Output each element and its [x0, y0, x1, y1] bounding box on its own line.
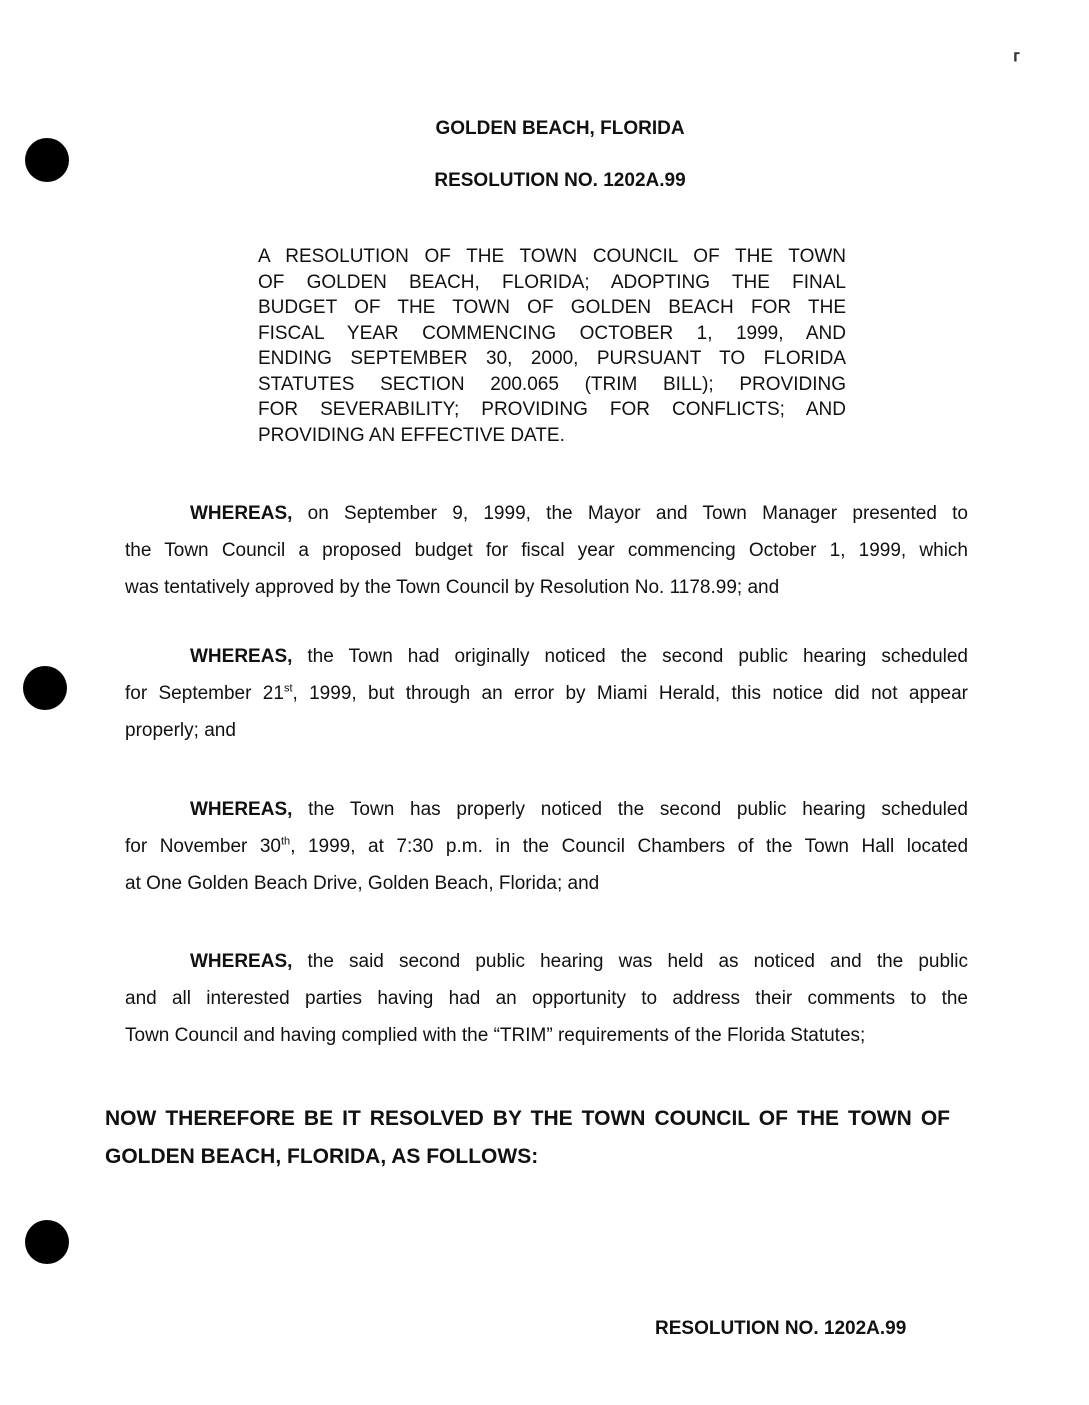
town-heading: GOLDEN BEACH, FLORIDA	[435, 118, 685, 139]
text-segment: the Town has properly noticed the second public hearing scheduled	[292, 799, 968, 820]
resolved-clause	[105, 1100, 950, 1176]
text-line	[125, 1017, 968, 1054]
whereas-lead: WHEREAS,	[190, 799, 293, 820]
ordinal-suffix: st	[283, 682, 293, 695]
text-line	[125, 569, 968, 606]
text-line: BUDGET OF THE TOWN OF GOLDEN BEACH FOR THE	[258, 297, 846, 318]
footer-resolution-number: RESOLUTION NO. 1202A.99	[655, 1318, 907, 1339]
text-line	[125, 865, 968, 902]
punch-hole	[23, 666, 67, 710]
text-segment: , 1999, but through an error by Miami Herald, this notice did not appear	[292, 683, 968, 704]
whereas-paragraph-3	[125, 791, 968, 902]
text-line: OF GOLDEN BEACH, FLORIDA; ADOPTING THE FINAL	[258, 271, 846, 293]
text-line	[125, 495, 968, 532]
text-line: NOW THEREFORE BE IT RESOLVED BY THE TOWN COUNCIL OF THE TOWN OF	[105, 1107, 950, 1130]
text-segment: the Town had originally noticed the second public hearing scheduled	[292, 646, 968, 667]
text-line	[125, 638, 968, 675]
text-line: STATUTES SECTION 200.065 (TRIM BILL); PROVIDING	[258, 373, 846, 395]
text-segment: was tentatively approved by the Town Council by Resolution No. 1178.99; and	[125, 577, 780, 598]
resolution-heading: RESOLUTION NO. 1202A.99	[434, 170, 686, 191]
text-segment: and all interested parties having had an opportunity to address their comments to the	[125, 988, 968, 1009]
text-segment: the said second public hearing was held as noticed and the public	[292, 951, 968, 972]
text-segment: , 1999, at 7:30 p.m. in the Council Chambers of the Town Hall located	[290, 836, 969, 857]
text-line	[125, 980, 968, 1017]
whereas-lead: WHEREAS,	[190, 646, 293, 667]
whereas-paragraph-4	[125, 943, 968, 1054]
text-line: FISCAL YEAR COMMENCING OCTOBER 1, 1999, AND	[258, 322, 846, 344]
text-line: PROVIDING AN EFFECTIVE DATE.	[258, 424, 565, 446]
text-segment: for September 21	[125, 683, 284, 704]
text-line: ENDING SEPTEMBER 30, 2000, PURSUANT TO FLORIDA	[258, 348, 846, 369]
text-segment: the Town Council a proposed budget for fiscal year commencing October 1, 1999, which	[125, 540, 968, 561]
text-segment: on September 9, 1999, the Mayor and Town Manager presented to	[292, 503, 968, 524]
ordinal-suffix: th	[281, 835, 291, 848]
text-segment: Town Council and having complied with the “TRIM” requirements of the Florida Statutes;	[125, 1025, 866, 1046]
text-segment: at One Golden Beach Drive, Golden Beach, Florida; and	[125, 873, 600, 894]
whereas-lead: WHEREAS,	[190, 951, 293, 972]
resolution-summary	[258, 244, 846, 448]
text-line: GOLDEN BEACH, FLORIDA, AS FOLLOWS:	[105, 1145, 539, 1168]
text-line	[125, 532, 968, 569]
whereas-paragraph-1	[125, 495, 968, 606]
text-line	[125, 712, 968, 749]
text-line: A RESOLUTION OF THE TOWN COUNCIL OF THE TOWN	[258, 246, 846, 267]
text-segment: for November 30	[125, 836, 281, 857]
scan-mark: ⸢	[1012, 48, 1023, 78]
text-line	[125, 828, 968, 865]
text-line	[125, 675, 968, 712]
whereas-paragraph-2	[125, 638, 968, 749]
text-line	[125, 943, 968, 980]
punch-hole	[25, 1220, 69, 1264]
text-line: FOR SEVERABILITY; PROVIDING FOR CONFLICTS; AND	[258, 399, 846, 420]
whereas-lead: WHEREAS,	[190, 503, 293, 524]
text-line	[125, 791, 968, 828]
text-segment: properly; and	[125, 720, 236, 741]
